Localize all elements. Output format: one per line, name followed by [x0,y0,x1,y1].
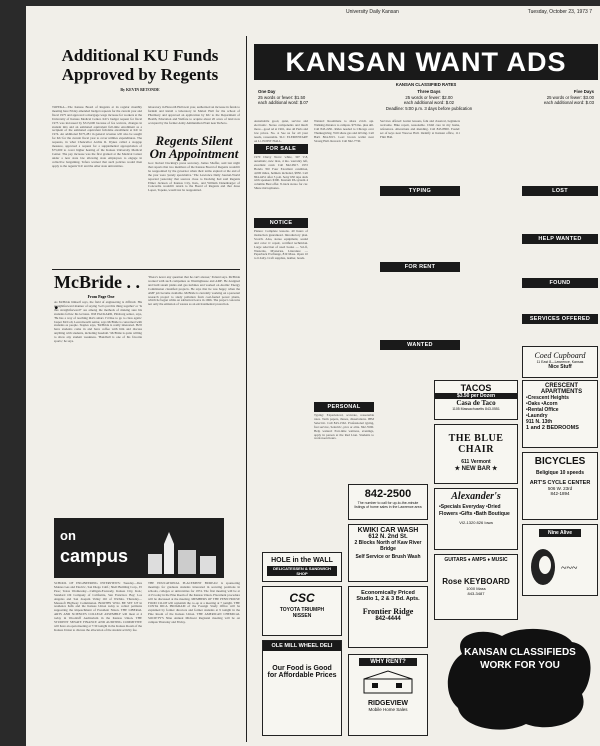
ad-blue-chair [434,424,518,484]
folio-date: Tuesday, October 23, 1973 7 [527,9,592,15]
cat-notice: NOTICE [254,218,308,228]
rates-box [254,82,598,118]
promo-text: KANSAN CLASSIFIEDS WORK FOR YOU [464,647,576,671]
guitars-title: GUITARS ♦ AMPS ♦ MUSIC [444,557,508,563]
coed-name: Coed Cupboard [534,351,586,360]
ad-hole-in-the-wall [262,552,342,582]
cat-help-wanted: HELP WANTED [522,234,598,244]
rate1-line1: 25 words or fewer: $1.50 [258,94,306,100]
bicycles-phone: 842-1894 [550,491,570,496]
cat-for-sale: FOR SALE [254,144,308,154]
rose-phone: 843-3487 [467,591,485,596]
on-campus-banner [54,518,224,578]
coed-addr: 11 East 8—Lawrence, Kansas [536,360,584,364]
rent-sub: Mobile Home Sales [368,707,408,712]
crescent-line6: 1 and 2 BEDROOMS [526,425,579,431]
alexanders-items: •Specials Everyday •Dried Flowers •Gifts •Bath Boutique [439,504,510,517]
column-rule [246,36,247,742]
csc-title: CSC [289,591,315,605]
mobile-home-icon [358,669,418,695]
crescent-line1: •Crescent Heights [526,395,569,401]
campus-skyline-icon [144,526,220,574]
rate2-label: Three Days [417,89,441,94]
bluechair-addr: 611 Vermont [461,459,491,465]
rate-deadline: Deadline: 5:00 p.m. 3 days before publication [385,105,473,111]
rate2-line1: 25 words or fewer: $2.00 [405,94,453,100]
story1-byline: By KEVIN BETONDE [120,87,160,92]
coed-tag: Nice Stuff [548,364,572,370]
studio-name: Frontier Ridge [362,607,414,616]
kwiki-sub: 2 Blocks North of Kaw River Bridge [354,540,422,552]
regents-sub-headline: Regents Silent On Appointment [149,133,239,161]
ole-sub: Our Food is Good for Affordable Prices [267,665,337,679]
classified-text-6: Services offered: Guitar lessons, folk and classical, beginners welcome. Bike repair, reasonable. Child care in my home, references. Alterations and mending. Call 843-8800. Found: set of keys near Wescoe Hall. Identify at Kansan office, 111 Flint Hall. [380,119,460,139]
bicycles-sub: Beligique 10 speeds [535,470,585,476]
ad-ole-mill-wheel-deli [262,640,342,736]
bluechair-name: THE BLUE CHAIR [448,433,504,455]
rate1-label: One Day [258,89,276,94]
crescent-line4: •Laundry [526,413,548,419]
on-campus-label-1: on [60,528,76,543]
kwiki-tag: Self Service or Brush Wash [355,554,421,560]
ad-frontier-ridge [348,586,428,648]
rent-title: WHY RENT? [359,658,417,666]
regents-subhead [148,134,240,160]
ad-bicycles [522,452,598,520]
bicycles-shop: ART'S CYCLE CENTER [529,480,591,486]
bicycles-addr: 506 W. 23rd [547,486,573,491]
bicycles-title: BICYCLES [534,456,586,467]
ad-alexanders [434,488,518,550]
ad-tacos [434,380,518,420]
story1-body: TOPEKA—The Kansas Board of Regents at its regular monthly meeting here Friday amended budget requests for the current year and fiscal 1975 and approved a mortgage wage increase for workers at the University of Kansas Medical Center. KU's budget request for fiscal 1975 was increased by $313,600 because of fee waivers, changes in student mix and an estimated equivalent full-time enrollment as a recipient of the estimated equivalent full-time enrollment at KU in 1974. An additional $575,281 in general revenue will also be sought for KU for the current fiscal year to cover utilities expenditures. The requests, in what Chancellor Archie R. Dykes called a stopgap measure, approved a request for a supplemental appropriation of $75,000 to cover higher heating of the Kansas University Medical Center. The pay increase was the first granted at the Medical Center under a new state law allowing state employees to engage in collective bargaining. Tefera warned that such policies would then apply to the regents' KU and the other state universities. [52,105,142,168]
ole-title: OLE MILL WHEEL DELI [263,641,341,651]
rose-title: Rose KEYBOARD [442,577,510,586]
classified-text-2: 1970 Chevy Nova: white, 307 V-8, automatic, new tires, 4 mo. warranty left, excellent cond. Call 842-0917. 1972 Honda 350 Four Excellent condition, 4,000 miles, helmets included, $850. Call 864-4451 after 5 p.m. Sony 630 tape deck with speakers $300. Kustom PA system 4 columns Best offer. 8-track stereo for car. Shure microphones. [254,155,308,191]
story1-headline: Additional KU Funds Approved by Regents [61,46,219,84]
newspaper-page [26,6,600,746]
ad-home-listings [348,484,428,520]
story1-body-col2: laboratory in Haworth Hall next year, authorized an increase in funds to furnish and install a laboratory in Malott Hall for the school of Pharmacy and approved an application by KU to the Department of Health, Education and Welfare to acquire about 20 acres of land now occupied by the former Army Ammunition Plant near DeSoto. [148,105,240,125]
cat-for-rent: FOR RENT [380,262,460,272]
story2-body: As McBride himself says, the field of engineering is difficult. His straightforward manner of saying 'Let's put this thing together' or 'Is this straightforward?' are among the methods of making sure his students follow his lectures. JIM PACKARD, Pittsburg senior, says, 'He has a way of teaching that's smart. I'd like to go to class again.' Jasper McColl, Leavenworth senior, says McBride is concerned with students as people. Staples says, 'McBride is really interested. He'll have students come in and have coffee with him and discuss anything with students, including baseball.' McBride is quite willing to show any student weakness. 'Handball is one of his favorite sports,' he says. [54,300,142,344]
campus-body-col2: THE EDUCATIONAL PLACEMENT BUREAU is sponsoring meetings for graduate students interested in securing positions in schools, colleges or universities for 1974. The first meeting will be at 4:15 today in the Pine Room of the Kansas Union. Placement procedure will be discussed at the meeting. MEMBERS OF THE PENN HOUSE FOOD CO-OP will replenish the co-op at a meeting at 7 tonight. THE COSTA RICA PROGRAM of the Foreign Study Office will be explained by former directors and former students at 9 tonight in the Pine Room of the Kansas Union. THE AMERICAN CHEMICAL SOCIETY'S Nine Annual Midwest Regional meeting will be on campus Thursday and Friday. [148,581,240,625]
cat-personal: PERSONAL [314,402,374,412]
ad-csc-toyota [262,586,342,636]
rates-title: KANSAN CLASSIFIED RATES [395,82,457,87]
story2-headline: McBride . . . [54,272,140,313]
story2-jump: From Page One [87,294,115,299]
tacos-price: $3.50 per Dozen [435,393,517,399]
ad-ridgeview-mobile-homes [348,654,428,736]
crescent-line5: 911 N. 13th [526,419,553,425]
on-campus-label-2: campus [60,546,129,566]
listing-sub: The number to call for up-to-the-minute listings of home sales in the Lawrence area [354,501,422,509]
svg-text:~~~: ~~~ [561,563,578,574]
rose-addr: 1000 Mass [466,586,486,591]
tacos-name: Casa de Taco [456,399,496,407]
ad-crescent-apartments [522,380,598,448]
bluechair-tag: ★ NEW BAR ★ [454,466,498,472]
campus-body: SCHOOL OF ENGINEERING INTERVIEWS: Tuesday—Des Moines Gas and Electric, San Diego Calif.; Shell Building Corp., El Paso; Texas Wednesday—Culligan-Eveready, Kansas City, Kan.; Standard Oil Company of California, San Francisco Bay; Los Angeles and San Joaquin Valley Oil of Wichita. Thursday—Mesasoft Highway Commission. BOOTHS WILL BE SET UP in residence halls and the Kansas Union today to collect petitions supporting the impeachment of President Nixon. THE LIBERAL ARTS AND SCIENCES COLLEGE ASSEMBLY will meet at 4 today in Woodruff Auditorium in the Kansas Union. THE STUDENT SENATE FINANCE AND AUDITING COMMITTEE will have an open meeting at 7:30 tonight in the Kansas Room of the Kansas Union to discuss the allocation of the student activity fee. [54,581,142,632]
cat-services-offered: SERVICES OFFERED [522,314,598,324]
classified-text-5: Typing: Experienced, accurate, reasonable rates. Term papers, theses, dissertations. IBM Selectric. Call 843-1562. Professional typing, fast service, Selectric, pica or elite. 842-5590. Help wanted: Part-time waitress, evenings, apply in person at the Red Lion. Students to work noon hours. [314,413,374,441]
kwiki-title: KWIKI CAR WASH [357,527,419,534]
hole-title: HOLE in the WALL [271,557,333,564]
ad-rose-keyboard [434,554,518,620]
divider [52,269,240,270]
rate2-line2: each additional word: $.02 [403,100,455,105]
nine-alive-title: Nine Alive [539,529,581,537]
cat-found: FOUND [522,278,598,288]
cat-typing: TYPING [380,186,460,196]
classified-text-4: Wanted: Roommate to share 2-bdr. apt. Walking distance to campus. $75/mo. plus util. Call 843-2291. Rides needed to Chicago over Thanksgiving. Will share gas and driving. Call Barb 864-3015. Lost: brown wallet near Strong Hall. Reward. Call 842-7730. [314,119,374,143]
crescent-line3: •Rental Office [526,407,559,413]
cat-lost: LOST [522,186,598,196]
crescent-line2: •Oaks •Acorn [526,401,558,407]
classified-text-3: Pianos: Complete lessons. 40 hours of instruction guaranteed. Introductory plan. Scotch. Also, stereo equipment, sound and color tv repair, certified technician. Large selection of used books — Sci-fi, Westerns, Mysteries, Literature — Paperback Exchange, 819 Mass. Open 10 to 6 daily. Craft supplies, leather, beads. [254,229,308,261]
crescent-title: CRESCENT APARTMENTS [540,383,583,395]
tacos-title: TACOS [460,383,492,393]
rate3-line1: 25 words or fewer: $3.00 [546,94,594,100]
alexanders-phone: VI2-1320 826 Iowa [459,520,493,525]
salon-portrait-icon [525,541,595,591]
ad-coed-cupboard [522,346,598,378]
classified-text-1: Automobile good, quiet, service and electronic. Stereo components and much more—good ad at 1961, also all Paris and low prices. No. 4. See us for all your needs, reasonable. SLC ELEMENTARY on Lt. POINT HALL. [254,119,308,143]
csc-sub: TOYOTA TRIUMPH NISSEN [279,607,325,619]
cat-wanted: WANTED [380,340,460,350]
story1-header [40,46,240,106]
studio-title: Economically Priced Studio 1, 2 & 3 Bd. Apts. [356,590,420,602]
rate3-line2: each additional word: $.03 [543,100,594,105]
studio-phone: 842-4444 [375,616,401,622]
ad-kwiki-car-wash [348,524,428,582]
ad-nine-alive [522,524,598,596]
regents-sub-body: Gov. Robert Docking's press secretary, James Shaffer, said last night that reports that two members of the Kansas Board of Regents wouldn't be reappointed by the governor when their terms expired at the end of the year were 'purely speculative.' The Lawrence Daily Journal-World reported yesterday that sources close to Docking had said Regents Elmer Jackson of Kansas City, Kan., and William Danenbarger of Concordia wouldn't return to the Board of Regents and that Jesse Lopez, Topeka, would not be reappointed. [148,161,240,193]
rent-name: RIDGEVIEW [367,700,409,707]
want-ads-title: KANSAN WANT ADS [254,44,598,80]
rate1-line2: each additional word: $.07 [258,100,309,105]
listing-number: 842-2500 [364,488,412,500]
rate3-label: Five Days [573,89,594,94]
hole-sub: DELICATESSEN & SANDWICH SHOP [267,566,337,576]
kwiki-addr: 612 N. 2nd St. [368,534,408,540]
folio-paper-name: University Daily Kansan [346,9,399,15]
story2-body-col2: 'There's never any question that he can't answer,' Poland says. McBride worked with such companies as Westinghouse and AMF. He designed and built steam plants and gas turbines and worked on Atomic Energy Commission classified projects. He says that he was happy when the AMF job became available. McBride is currently working on a personal research project to study pollution from coal-fueled power plants, which he began while on sabbatical leave in 1966. The project concerns not only the emission of wastes as an environmental protection. [148,275,240,307]
alexanders-name: Alexander's [451,491,501,502]
tacos-addr: 1105 Massachusetts 843-0551 [452,407,500,411]
page-folio [26,9,600,21]
